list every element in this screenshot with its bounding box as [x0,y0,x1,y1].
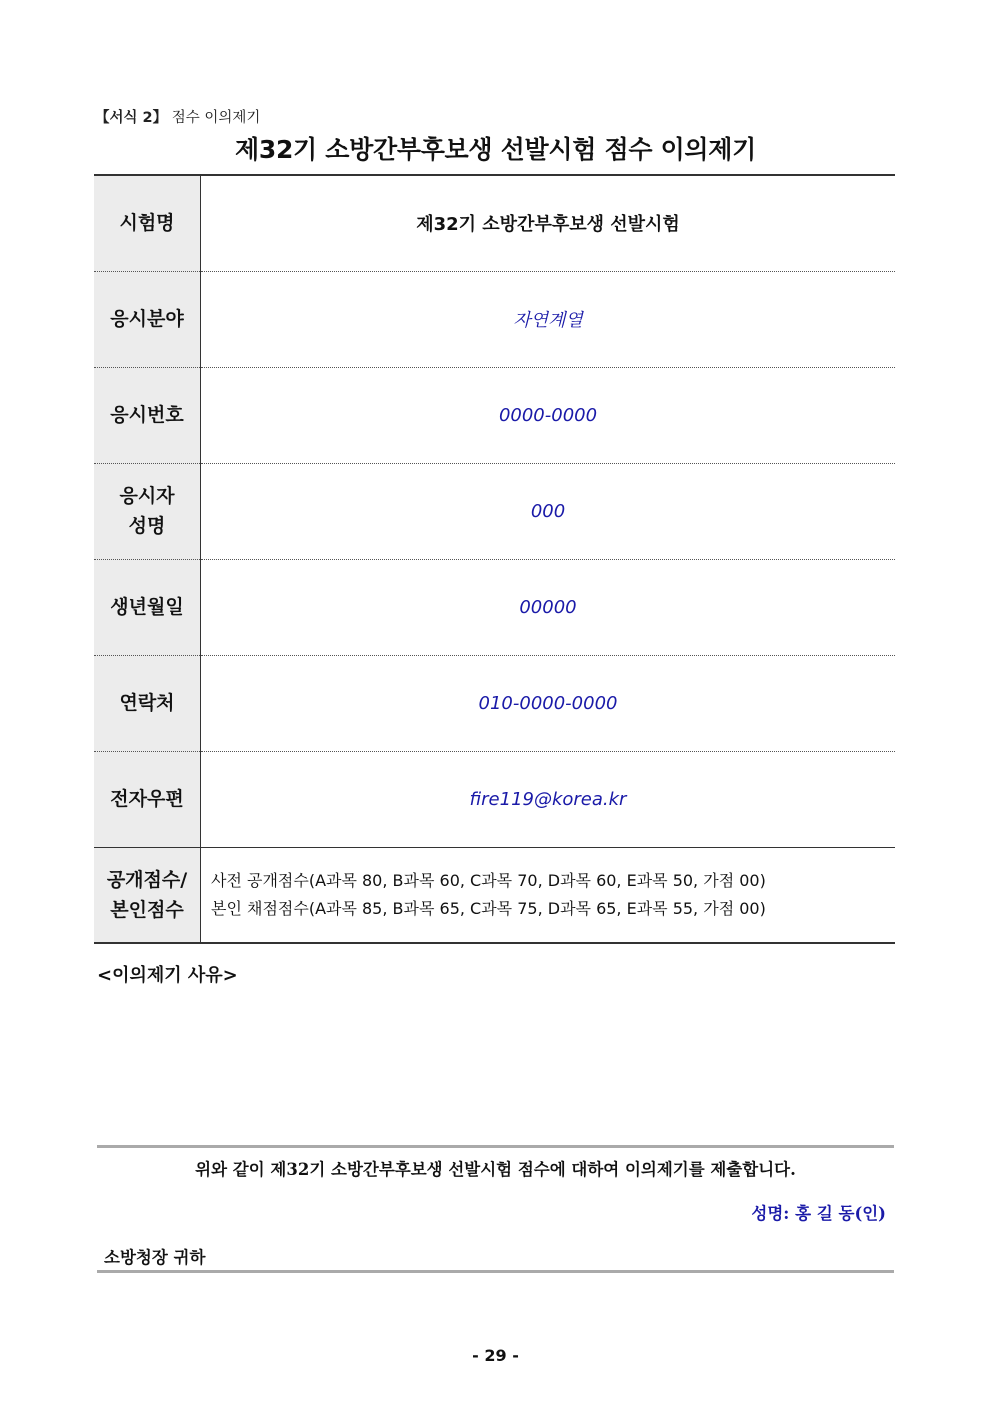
table-row [94,463,895,559]
row-label-applicant-name [94,463,201,559]
table-row [94,559,895,655]
table-row [94,367,895,463]
addressee: 소방청장 귀하 [104,1248,206,1267]
public-scores-text: 사전 공개점수(A과목 80, B과목 60, C과목 70, D과목 60, E과목 50, 가점 00) [211,870,766,890]
form-number: 【서식 2】 [95,110,168,126]
email-value[interactable]: fire119@korea.kr [201,751,896,847]
form-name: 점수 이의제기 [171,110,261,126]
table-row [94,175,895,271]
submission-statement: 위와 같이 제32기 소방간부후보생 선발시험 점수에 대하여 이의제기를 제출합니다. [195,1160,796,1179]
table-row-scores [94,847,895,943]
row-label-line: 공개점수/ [106,868,188,891]
document-title: 제32기 소방간부후보생 선발시험 점수 이의제기 [235,135,756,164]
row-label-field: 응시분야 [94,271,201,367]
exam-name-value: 제32기 소방간부후보생 선발시험 [201,175,896,271]
row-label-line: 응시자 [119,485,175,507]
table-row [94,655,895,751]
row-label-contact: 연락처 [94,655,201,751]
birthdate-value[interactable]: 00000 [201,559,896,655]
table-row [94,751,895,847]
own-scores-text: 본인 채점점수(A과목 85, B과목 65, C과목 75, D과목 65, E과목 55, 가점 00) [211,898,766,918]
row-label-birthdate: 생년월일 [94,559,201,655]
row-label-applicant-number: 응시번호 [94,367,201,463]
applicant-number-value[interactable]: 0000-0000 [201,367,896,463]
row-label-exam-name: 시험명 [94,175,201,271]
contact-value[interactable]: 010-0000-0000 [201,655,896,751]
applicant-name-value[interactable]: 000 [201,463,896,559]
scores-value[interactable] [201,847,896,943]
table-row [94,271,895,367]
application-info-table [94,174,895,944]
row-label-line: 본인점수 [110,898,184,921]
page-number: - 29 - [472,1346,519,1365]
signature: 성명: 홍 길 동(인) [751,1204,886,1223]
row-label-email: 전자우편 [94,751,201,847]
row-label-line: 성명 [128,515,166,537]
form-label [95,106,260,127]
field-value[interactable]: 자연계열 [201,271,896,367]
divider [97,1145,894,1148]
row-label-scores [94,847,201,943]
divider [97,1270,894,1273]
reason-heading: <이의제기 사유> [97,965,238,986]
